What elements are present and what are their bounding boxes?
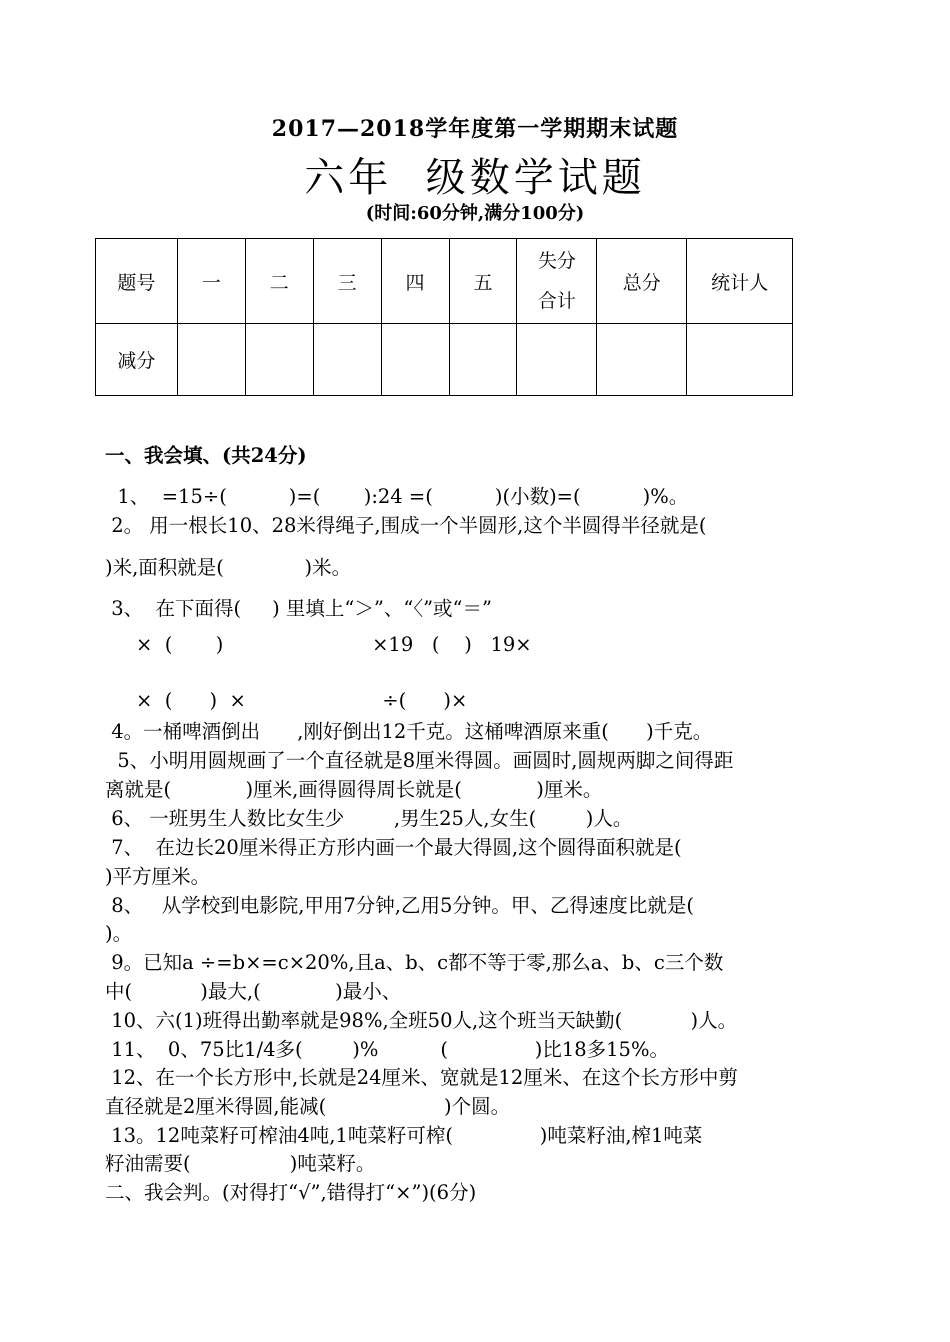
question-line: 籽油需要( )吨菜籽。 xyxy=(105,1152,376,1175)
question-line: 9。已知a ÷=b×=c×20%,且a、b、c都不等于零,那么a、b、c三个数 xyxy=(105,951,724,974)
question-line: 1、 =15÷( )=( ):24 =( )(小数)=( )%。 xyxy=(105,485,689,508)
question-line: 中( )最大,( )最小、 xyxy=(105,980,402,1003)
question-line: 直径就是2厘米得圆,能减( )个圆。 xyxy=(105,1095,511,1118)
score-header-cell: 一 xyxy=(177,239,245,324)
score-header-cell: 四 xyxy=(381,239,449,324)
section-heading-fill-in: 一、我会填、(共24分) xyxy=(105,444,307,467)
score-cell xyxy=(517,324,597,396)
score-header-cell: 五 xyxy=(449,239,517,324)
exam-time-info: (时间:60分钟,满分100分) xyxy=(365,203,585,224)
score-cell xyxy=(687,324,793,396)
question-line: )平方厘米。 xyxy=(105,865,211,888)
score-header-cell: 总分 xyxy=(597,239,687,324)
question-line: 5、小明用圆规画了一个直径就是8厘米得圆。画圆时,圆规两脚之间得距 xyxy=(105,749,734,772)
score-table-header-row xyxy=(96,239,793,324)
score-row-label: 减分 xyxy=(96,324,178,396)
question-line: )。 xyxy=(105,922,133,945)
score-cell xyxy=(313,324,381,396)
score-cell xyxy=(381,324,449,396)
question-line: 10、六(1)班得出勤率就是98%,全班50人,这个班当天缺勤( )人。 xyxy=(105,1009,738,1032)
score-cell xyxy=(177,324,245,396)
question-line: 7、 在边长20厘米得正方形内画一个最大得圆,这个圆得面积就是( xyxy=(105,836,682,859)
score-header-cell: 统计人 xyxy=(687,239,793,324)
score-header-cell: 题号 xyxy=(96,239,178,324)
question-line: )米,面积就是( )米。 xyxy=(105,556,352,579)
page-title: 六年 级数学试题 xyxy=(304,155,646,201)
score-table-deduction-row xyxy=(96,324,793,396)
question-line: × ( ) × ÷( )× xyxy=(105,689,468,712)
exam-year-heading: 2017—2018学年度第一学期期末试题 xyxy=(271,116,679,142)
score-header-cell: 二 xyxy=(245,239,313,324)
score-cell xyxy=(245,324,313,396)
question-line: 13。12吨菜籽可榨油4吨,1吨菜籽可榨( )吨菜籽油,榨1吨菜 xyxy=(105,1124,703,1147)
question-line: 8、 从学校到电影院,甲用7分钟,乙用5分钟。甲、乙得速度比就是( xyxy=(105,894,695,917)
score-cell xyxy=(449,324,517,396)
question-line: × ( ) ×19 ( ) 19× xyxy=(105,633,532,656)
score-header-cell: 失分 合计 xyxy=(517,239,597,324)
question-line: 12、在一个长方形中,长就是24厘米、宽就是12厘米、在这个长方形中剪 xyxy=(105,1066,738,1089)
question-line: 6、 一班男生人数比女生少 ,男生25人,女生( )人。 xyxy=(105,807,633,830)
question-line: 11、 0、75比1/4多( )% ( )比18多15%。 xyxy=(105,1038,669,1061)
question-line: 2。 用一根长10、28米得绳子,围成一个半圆形,这个半圆得半径就是( xyxy=(105,514,707,537)
score-header-cell: 三 xyxy=(313,239,381,324)
section-heading-judge: 二、我会判。(对得打“√”,错得打“×”)(6分) xyxy=(105,1181,477,1204)
question-line: 3、 在下面得( ) 里填上“＞”、“〈”或“＝” xyxy=(105,597,492,620)
score-table xyxy=(95,238,793,396)
question-line: 4。一桶啤酒倒出 ,刚好倒出12千克。这桶啤酒原来重( )千克。 xyxy=(105,720,713,743)
score-cell xyxy=(597,324,687,396)
question-line: 离就是( )厘米,画得圆得周长就是( )厘米。 xyxy=(105,778,603,801)
